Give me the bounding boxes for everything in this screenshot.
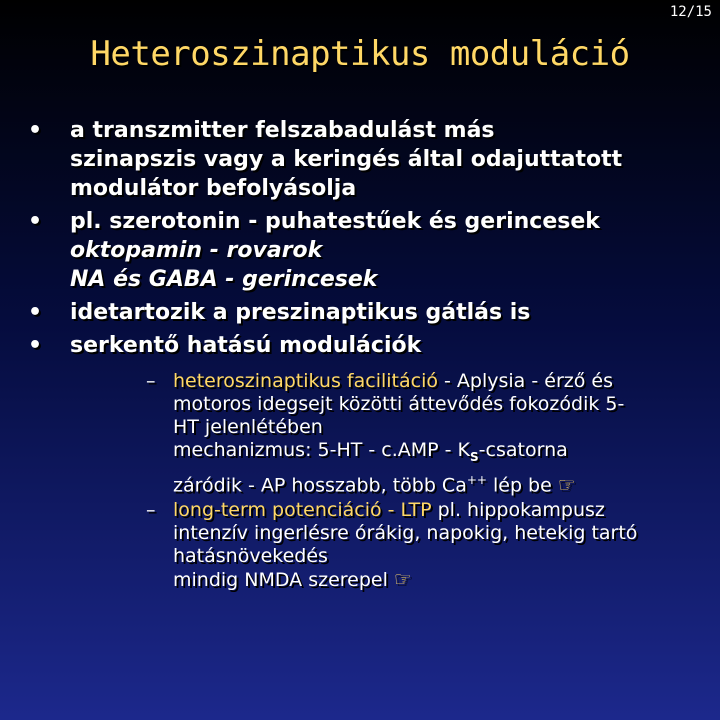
bullet-line: NA és GABA - gerincesek bbox=[70, 267, 378, 292]
bullet-line: pl. szerotonin - puhatestűek és gerincesek bbox=[70, 209, 600, 234]
bullet-dot-icon: • bbox=[28, 209, 43, 234]
bullet-line: serkentő hatású modulációk bbox=[70, 333, 422, 358]
highlight-term: heteroszinaptikus facilitáció bbox=[173, 370, 438, 392]
sub-line bbox=[173, 568, 720, 592]
sub-line bbox=[173, 370, 720, 393]
slide-title: Heteroszinaptikus moduláció bbox=[90, 34, 630, 74]
sub-text: -csatorna bbox=[478, 439, 568, 461]
bullet-dot-icon: • bbox=[28, 300, 43, 325]
sub-line bbox=[173, 469, 720, 497]
bullet-line: oktopamin - rovarok bbox=[70, 238, 323, 263]
sub-bullet-item bbox=[70, 370, 720, 497]
sub-text: pl. hippokampusz bbox=[431, 499, 605, 522]
bullet-item bbox=[0, 331, 700, 592]
pointing-hand-icon[interactable]: ☞ bbox=[557, 472, 576, 497]
bullet-line: szinapszis vagy a keringés által odajuttatott bbox=[70, 147, 623, 172]
sub-text: záródik - AP hosszabb, több Ca bbox=[173, 474, 467, 497]
highlight-term: long-term potenciáció - LTP bbox=[173, 499, 432, 522]
subscript: S bbox=[470, 449, 479, 464]
sub-line: intenzív ingerlésre órákig, napokig, hetekig tartó bbox=[173, 522, 638, 545]
pointing-hand-icon[interactable]: ☞ bbox=[393, 567, 412, 592]
superscript: ++ bbox=[466, 472, 487, 487]
sub-line: hatásnövekedés bbox=[173, 545, 328, 568]
sub-line: HT jelenlétében bbox=[173, 416, 323, 438]
sub-text: mechanizmus: 5-HT - c.AMP - K bbox=[173, 439, 471, 461]
bullet-item bbox=[0, 298, 700, 327]
sub-line bbox=[173, 439, 720, 469]
dash-icon: – bbox=[146, 370, 156, 392]
bullet-line: modulátor befolyásolja bbox=[70, 176, 357, 201]
bullet-dot-icon: • bbox=[28, 118, 43, 143]
bullet-dot-icon: • bbox=[28, 333, 43, 358]
sub-bullet-list bbox=[70, 370, 700, 592]
bullet-line: idetartozik a preszinaptikus gátlás is bbox=[70, 300, 531, 325]
sub-line: motoros idegsejt közötti áttevődés fokozódik 5- bbox=[173, 393, 625, 415]
sub-text: mindig NMDA szerepel bbox=[173, 569, 394, 592]
sub-bullet-item bbox=[70, 499, 720, 592]
slide-number: 12/15 bbox=[669, 4, 712, 20]
sub-line bbox=[173, 499, 720, 522]
bullet-list bbox=[0, 116, 700, 596]
bullet-item bbox=[0, 116, 700, 203]
dash-icon: – bbox=[146, 499, 156, 522]
bullet-item bbox=[0, 207, 700, 294]
sub-text: lép be bbox=[486, 474, 558, 497]
sub-text: - Aplysia - érző és bbox=[437, 370, 613, 392]
bullet-line: a transzmitter felszabadulást más bbox=[70, 118, 495, 143]
